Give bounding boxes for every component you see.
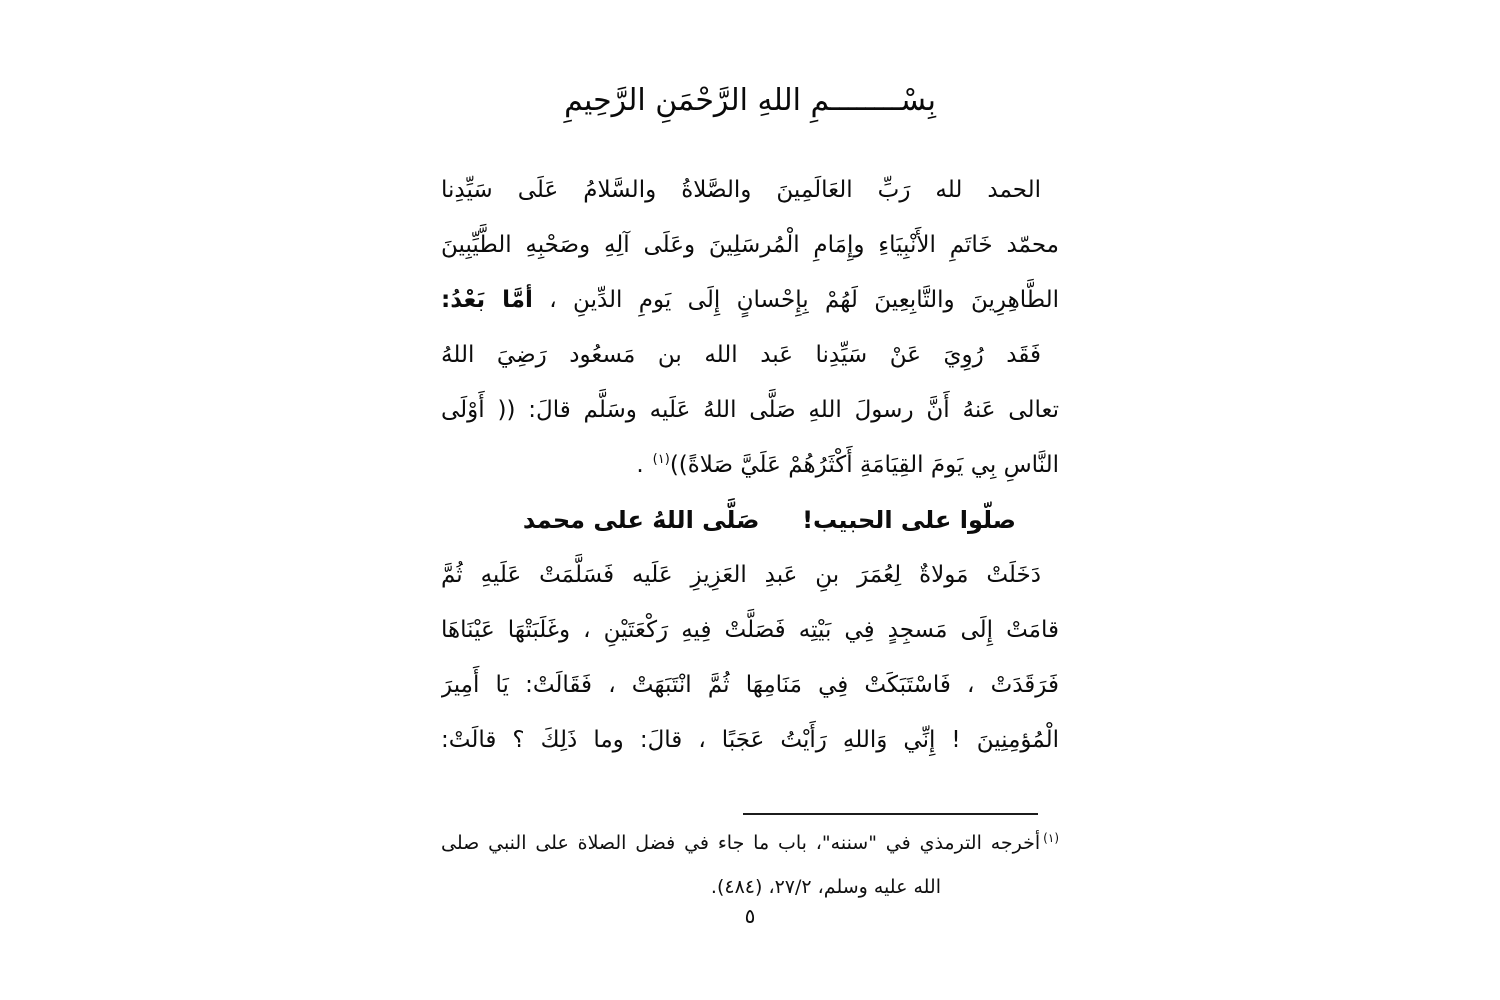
story-line-4: الْمُؤمِنِينَ ! إِنِّي وَاللهِ رَأَيْتُ عَجَبًا ، قالَ: وما ذَلِكَ ؟ قالَتْ: [441, 727, 1059, 753]
bismillah-calligraphy: بِسْــــــــمِ اللهِ الرَّحْمَنِ الرَّحِيمِ [564, 83, 936, 118]
footnote-marker: (١) [1043, 831, 1059, 845]
hadith-line-3 [441, 438, 1059, 493]
amma-baadu-label: أمَّا بَعْدُ: [441, 287, 533, 313]
story-line-3: فَرَقَدَتْ ، فَاسْتَبَكَتْ فِي مَنَامِهَا ثُمَّ انْتَبَهَتْ ، فَقَالَتْ: يَا أَمِيرَ [441, 672, 1059, 698]
footnote-block [441, 821, 1059, 909]
footnote-line-2: الله عليه وسلم، ٢٧/٢، (٤٨٤). [710, 876, 941, 898]
salutation-line [441, 493, 1059, 548]
opening-line-2: محمّد خَاتَمِ الأَنْبِيَاءِ وإِمَامِ الْمُرسَلِينَ وعَلَى آلِهِ وصَحْبِهِ الطَّيِّبِينَ [441, 232, 1059, 258]
story-line-1: دَخَلَتْ مَولاةٌ لِعُمَرَ بنِ عَبدِ العَزِيزِ عَلَيه فَسَلَّمَتْ عَلَيهِ ثُمَّ [441, 562, 1041, 588]
page-number: ٥ [744, 904, 756, 928]
salutation-call: صلّوا على الحبيب! [802, 506, 1016, 534]
hadith-line-2: تعالى عَنهُ أَنَّ رسولَ اللهِ صَلَّى اللهُ عَلَيه وسَلَّم قالَ: (( أَوْلَى [441, 397, 1059, 423]
opening-line-3 [441, 273, 1059, 328]
opening-line-1: الحمد لله رَبِّ العَالَمِينَ والصَّلاةُ والسَّلامُ عَلَى سَيِّدِنا [441, 177, 1041, 203]
main-text-block [441, 163, 1059, 768]
hadith-line-1: فَقَد رُوِيَ عَنْ سَيِّدِنا عَبد الله بن مَسعُود رَضِيَ اللهُ [441, 342, 1041, 368]
salutation-response: صَلَّى اللهُ على محمد [522, 506, 760, 534]
footnote-line-1-text: أخرجه الترمذي في "سننه"، باب ما جاء في فضل الصلاة على النبي صلى [441, 832, 1041, 854]
hadith-line-3-text: النَّاسِ بِي يَومَ القِيَامَةِ أَكْثَرُهُمْ عَلَيَّ صَلاةً)) [669, 452, 1059, 478]
sentence-period: . [636, 452, 644, 478]
story-line-2: قامَتْ إِلَى مَسجِدٍ فِي بَيْتِه فَصَلَّتْ فِيهِ رَكْعَتَيْنِ ، وغَلَبَتْهَا عَيْنَاهَا [441, 617, 1059, 643]
opening-line-3-text: الطَّاهِرِينَ والتَّابِعِينَ لَهُمْ بِإِحْسانٍ إِلَى يَومِ الدِّينِ ، [549, 287, 1059, 313]
footnote-separator [743, 813, 1038, 815]
footnote-line-1 [441, 821, 1059, 865]
footnote-reference: (١) [652, 452, 670, 467]
